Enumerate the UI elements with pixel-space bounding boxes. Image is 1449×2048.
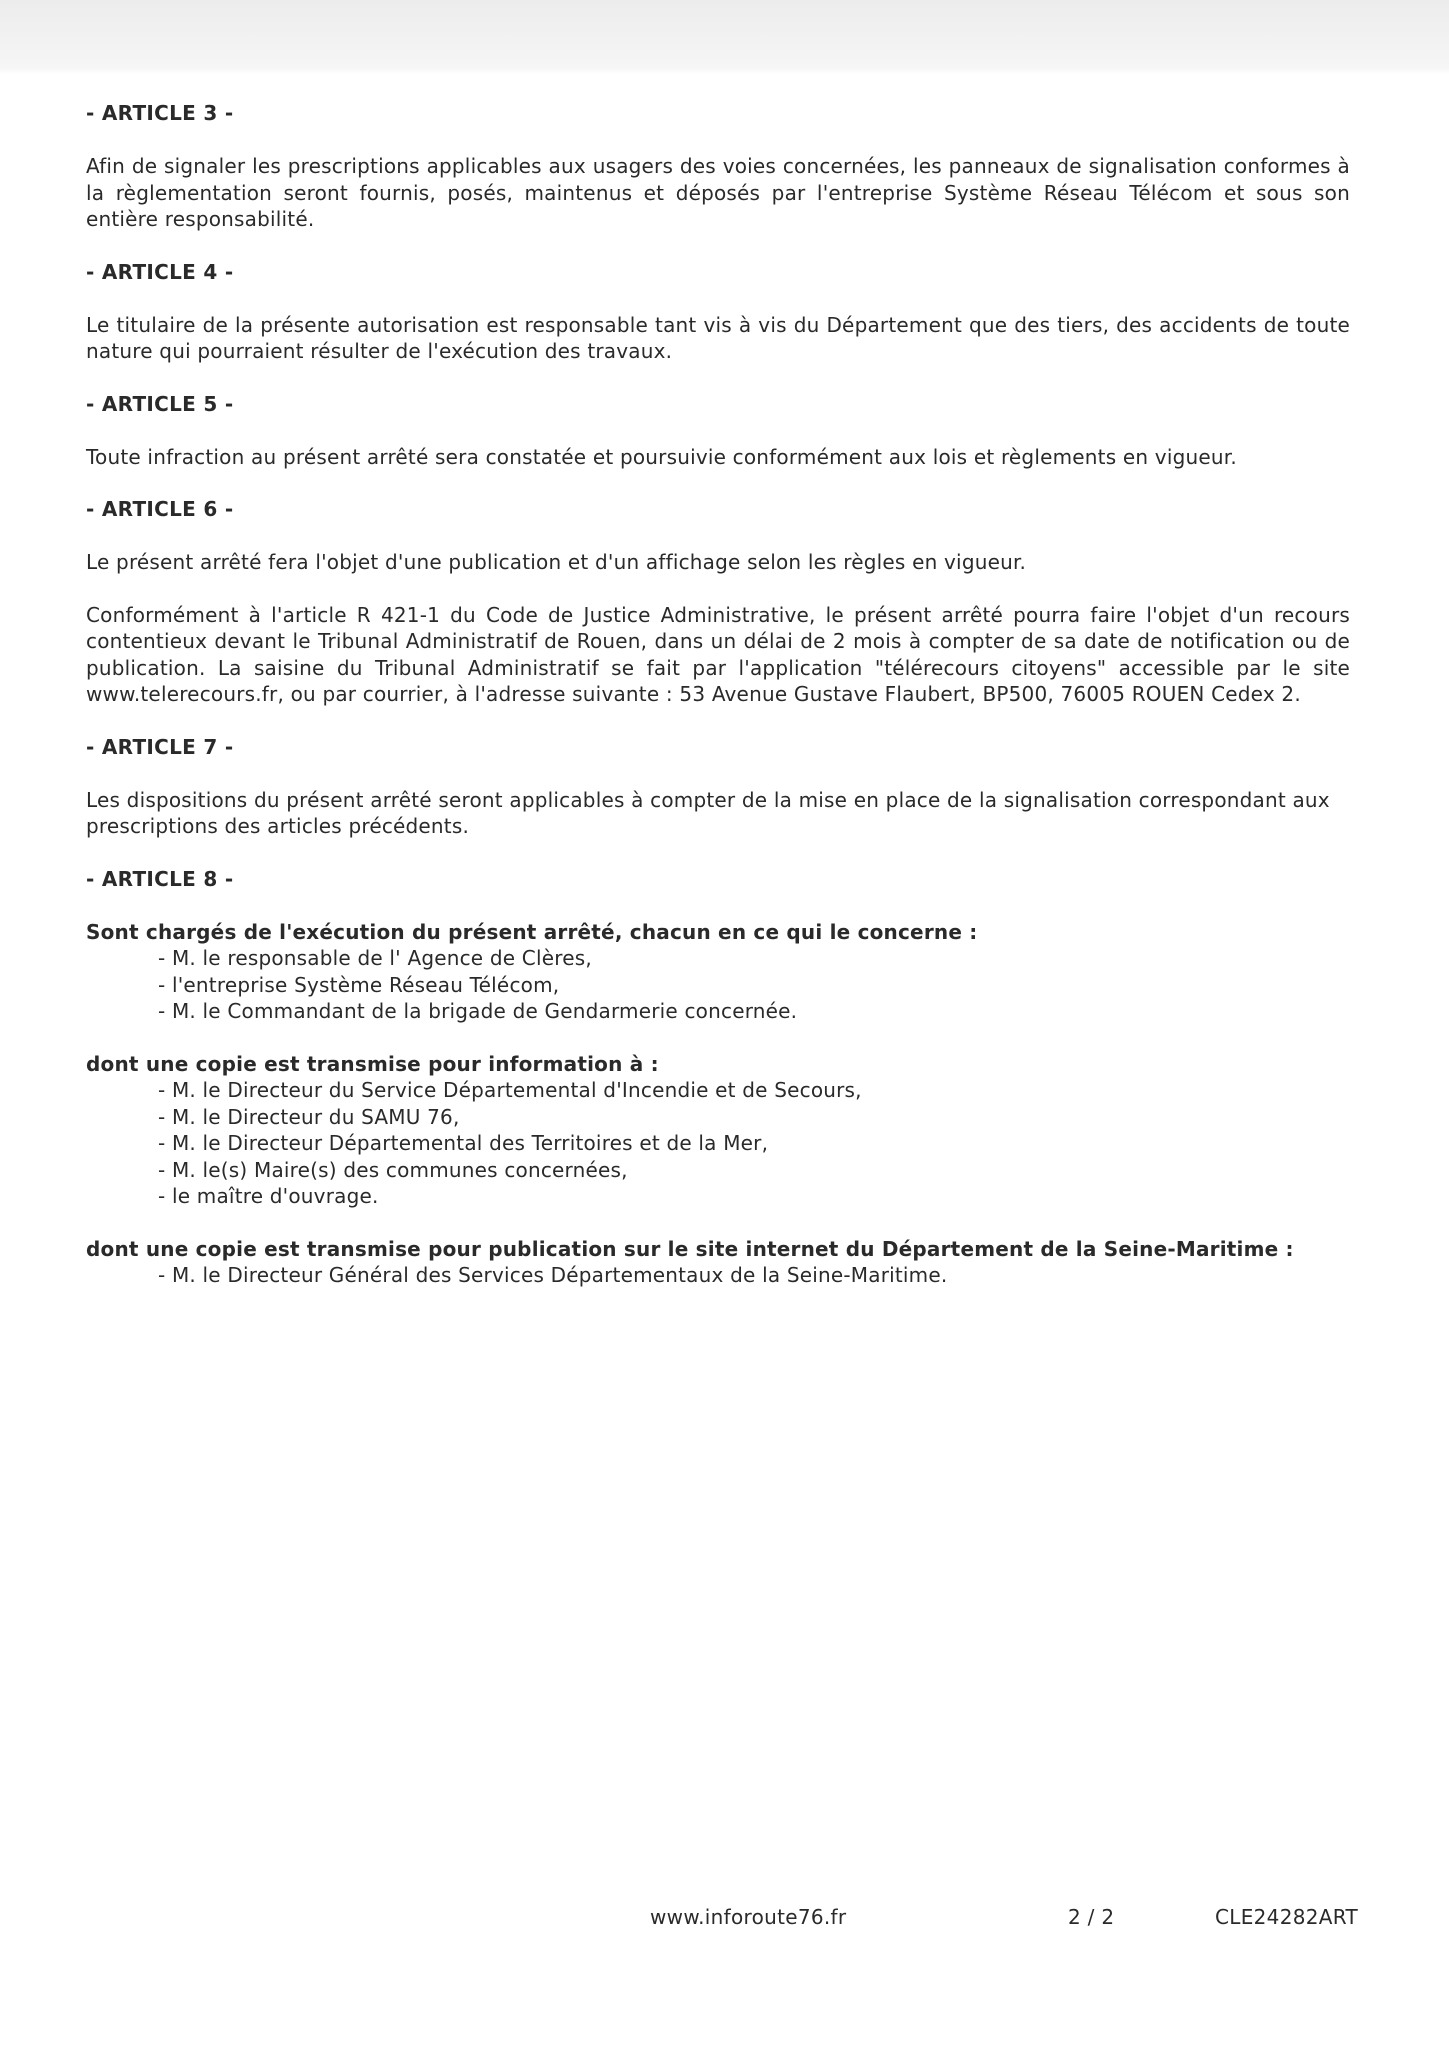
list-item: - l'entreprise Système Réseau Télécom, xyxy=(158,972,560,997)
list-item: - M. le Directeur du SAMU 76, xyxy=(158,1104,460,1129)
list-item: - M. le Directeur Général des Services Départementaux de la Seine-Maritime. xyxy=(158,1263,948,1287)
article-paragraph: Les dispositions du présent arrêté seront applicables à compter de la mise en place de la signalisation correspondant aux prescriptions des articles précédents. xyxy=(86,787,1330,838)
block-intro: Sont chargés de l'exécution du présent arrêté, chacun en ce qui le concerne : xyxy=(86,919,978,944)
article-4 xyxy=(86,259,1350,365)
footer-website: www.inforoute76.fr xyxy=(650,1905,847,1929)
article-5 xyxy=(86,391,1350,471)
article-heading: - ARTICLE 5 - xyxy=(86,391,234,416)
article-paragraph: Toute infraction au présent arrêté sera constatée et poursuivie conformément aux lois et règlements en vigueur. xyxy=(86,444,1237,469)
execution-block xyxy=(86,919,1350,1025)
list-item: - M. le(s) Maire(s) des communes concernées, xyxy=(158,1157,628,1182)
footer-reference: CLE24282ART xyxy=(1215,1905,1359,1929)
block-intro: dont une copie est transmise pour publication sur le site internet du Département de la Seine-Maritime : xyxy=(86,1236,1294,1261)
recipient-list xyxy=(86,1077,1350,1210)
information-copy-block xyxy=(86,1051,1350,1210)
article-paragraph: Le présent arrêté fera l'objet d'une publication et d'un affichage selon les règles en vigueur. xyxy=(86,550,1027,574)
article-3 xyxy=(86,100,1350,233)
article-paragraph: Afin de signaler les prescriptions applicables aux usagers des voies concernées, les panneaux de signalisation conformes à la règlementation seront fournis, posés, maintenus et déposés par l'entreprise Système Réseau Télécom et sous son entière responsabilité. xyxy=(86,154,1350,231)
article-paragraph: Le titulaire de la présente autorisation est responsable tant vis à vis du Département que des tiers, des accidents de toute nature qui pourraient résulter de l'exécution des travaux. xyxy=(86,312,1350,363)
list-item: - le maître d'ouvrage. xyxy=(158,1184,379,1208)
block-intro: dont une copie est transmise pour information à : xyxy=(86,1051,659,1076)
article-heading: - ARTICLE 6 - xyxy=(86,497,234,521)
publication-copy-block xyxy=(86,1236,1350,1289)
scan-edge xyxy=(0,0,1449,74)
document-page xyxy=(86,100,1350,1315)
article-heading: - ARTICLE 3 - xyxy=(86,101,234,125)
recipient-list xyxy=(86,945,1350,1025)
article-6 xyxy=(86,496,1350,708)
article-7 xyxy=(86,734,1350,840)
article-heading: - ARTICLE 8 - xyxy=(86,866,234,891)
list-item: - M. le Directeur Départemental des Territoires et de la Mer, xyxy=(158,1131,769,1155)
list-item: - M. le Directeur du Service Départemental d'Incendie et de Secours, xyxy=(158,1078,862,1102)
article-heading: - ARTICLE 7 - xyxy=(86,734,234,759)
article-heading: - ARTICLE 4 - xyxy=(86,259,234,284)
article-paragraph: Conformément à l'article R 421-1 du Code de Justice Administrative, le présent arrêté pourra faire l'objet d'un recours contentieux devant le Tribunal Administratif de Rouen, dans un délai de 2 mois à compter de sa date de notification ou de publication. La saisine du Tribunal Administratif se fait par l'application "télérecours citoyens" accessible par le site www.telerecours.fr, ou par courrier, à l'adresse suivante : 53 Avenue Gustave Flaubert, BP500, 76005 ROUEN Cedex 2. xyxy=(86,602,1350,706)
article-8 xyxy=(86,866,1350,1289)
list-item: - M. le Commandant de la brigade de Gendarmerie concernée. xyxy=(158,999,798,1023)
list-item: - M. le responsable de l' Agence de Clères, xyxy=(158,946,592,970)
recipient-list xyxy=(86,1262,1350,1289)
footer-page-number: 2 / 2 xyxy=(1068,1905,1115,1929)
